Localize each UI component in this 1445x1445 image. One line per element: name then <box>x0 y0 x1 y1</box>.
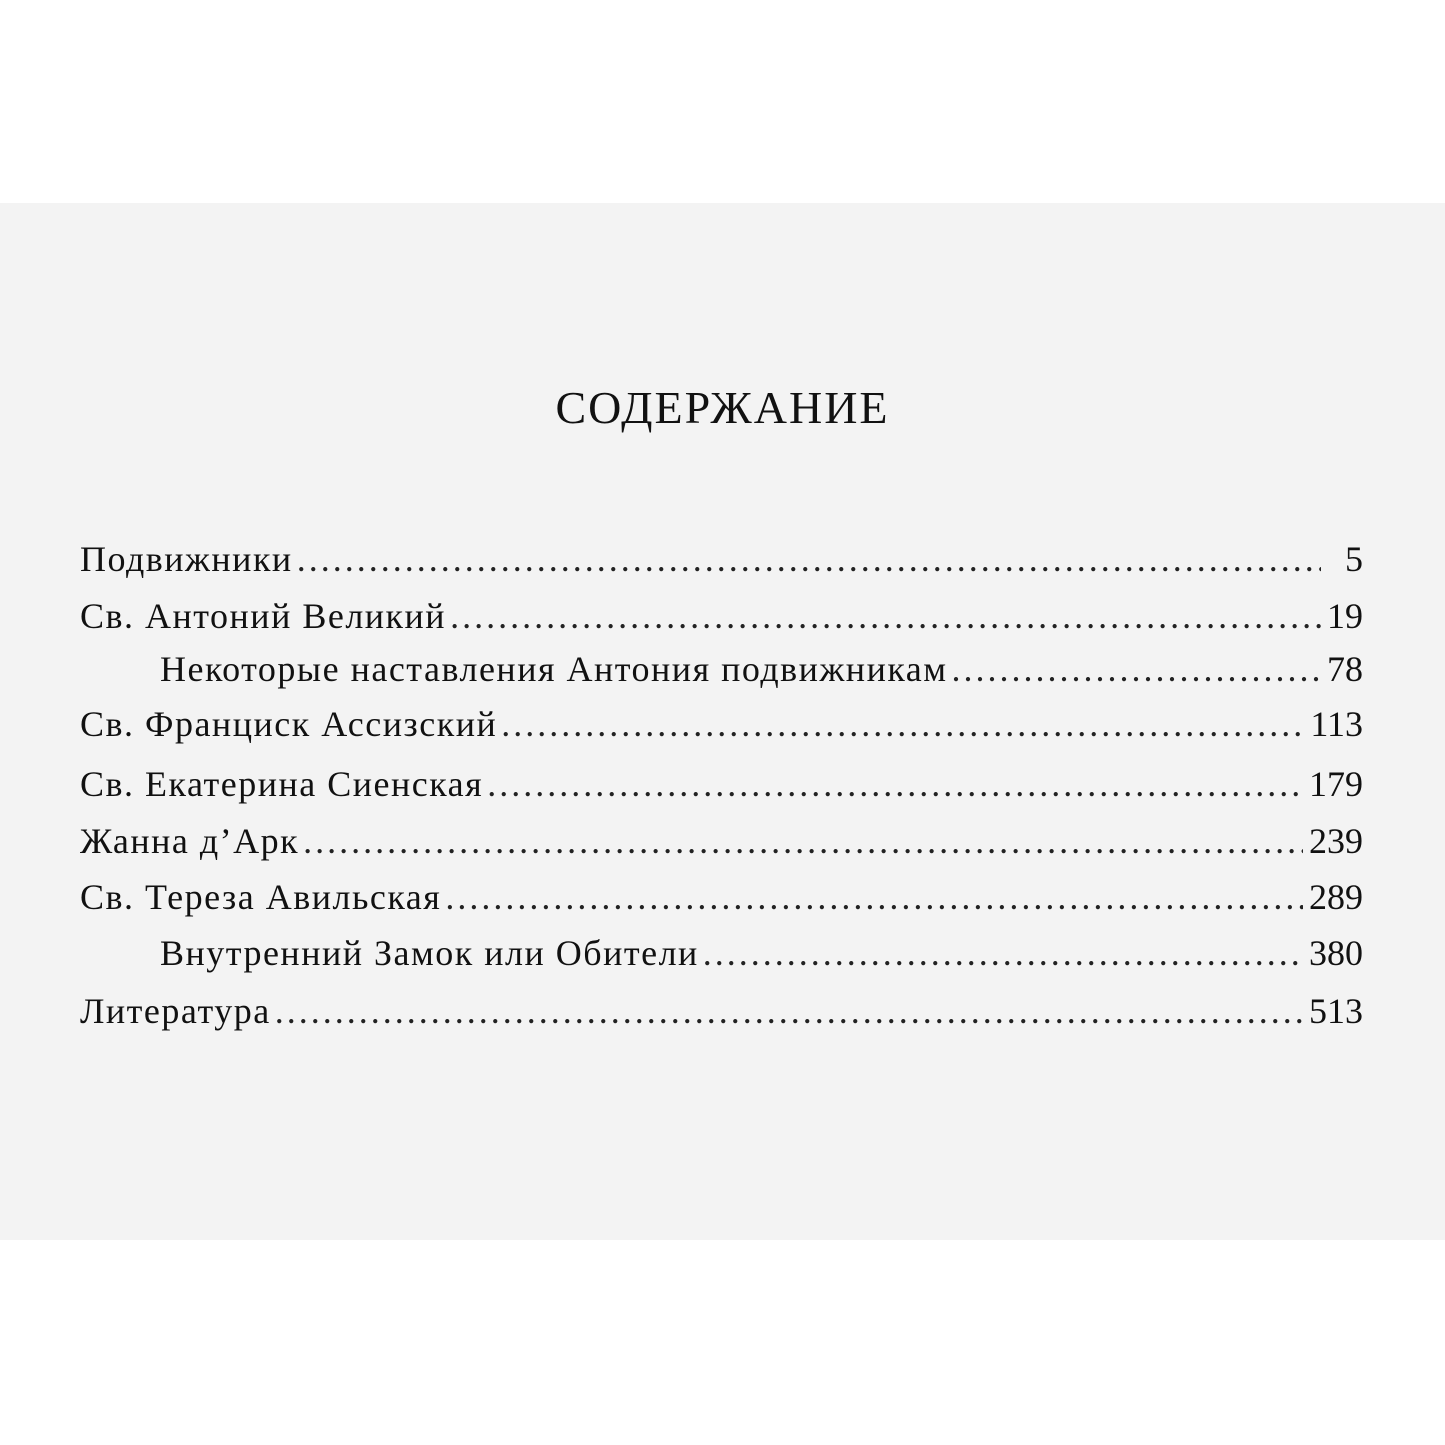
toc-entry-title: Подвижники <box>80 539 293 579</box>
toc-entry-title: Св. Антоний Великий <box>80 596 447 636</box>
toc-entry-title: Литература <box>80 991 271 1031</box>
toc-subentry <box>160 935 1363 971</box>
toc-entry-page: 179 <box>1309 764 1363 804</box>
toc-entry <box>80 598 1363 634</box>
dot-leader <box>297 541 1321 577</box>
toc-entry-title: Св. Франциск Ассизский <box>80 704 498 744</box>
contents-title: СОДЕРЖАНИЕ <box>555 382 890 433</box>
toc-entry <box>80 766 1363 802</box>
dot-leader <box>501 706 1304 742</box>
toc-entry <box>80 706 1363 742</box>
toc-entry-page: 113 <box>1310 704 1363 744</box>
dot-leader <box>487 766 1303 802</box>
dot-leader <box>703 935 1303 971</box>
book-page-scan <box>0 203 1445 1240</box>
toc-entry-page: 19 <box>1327 596 1363 636</box>
dot-leader <box>445 879 1303 915</box>
toc-entry-page: 380 <box>1309 933 1363 973</box>
toc-entry-page: 78 <box>1327 649 1363 689</box>
toc-entry-title: Некоторые наставления Антония подвижникам <box>160 649 948 689</box>
toc-entry <box>80 541 1363 577</box>
toc-entry-title: Внутренний Замок или Обители <box>160 933 699 973</box>
toc-entry <box>80 879 1363 915</box>
dot-leader <box>450 598 1321 634</box>
toc-entry-title: Жанна д’Арк <box>80 821 300 861</box>
toc-entry-page: 513 <box>1309 991 1363 1031</box>
toc-entry <box>80 823 1363 859</box>
toc-entry <box>80 993 1363 1029</box>
toc-entry-title: Св. Екатерина Сиенская <box>80 764 484 804</box>
dot-leader <box>952 651 1321 687</box>
toc-entry-page: 5 <box>1345 539 1363 579</box>
toc-entry-page: 239 <box>1309 821 1363 861</box>
dot-leader <box>275 993 1303 1029</box>
toc-subentry <box>160 651 1363 687</box>
table-of-contents <box>0 203 1445 1240</box>
dot-leader <box>303 823 1303 859</box>
toc-entry-title: Св. Тереза Авильская <box>80 877 442 917</box>
toc-entry-page: 289 <box>1309 877 1363 917</box>
